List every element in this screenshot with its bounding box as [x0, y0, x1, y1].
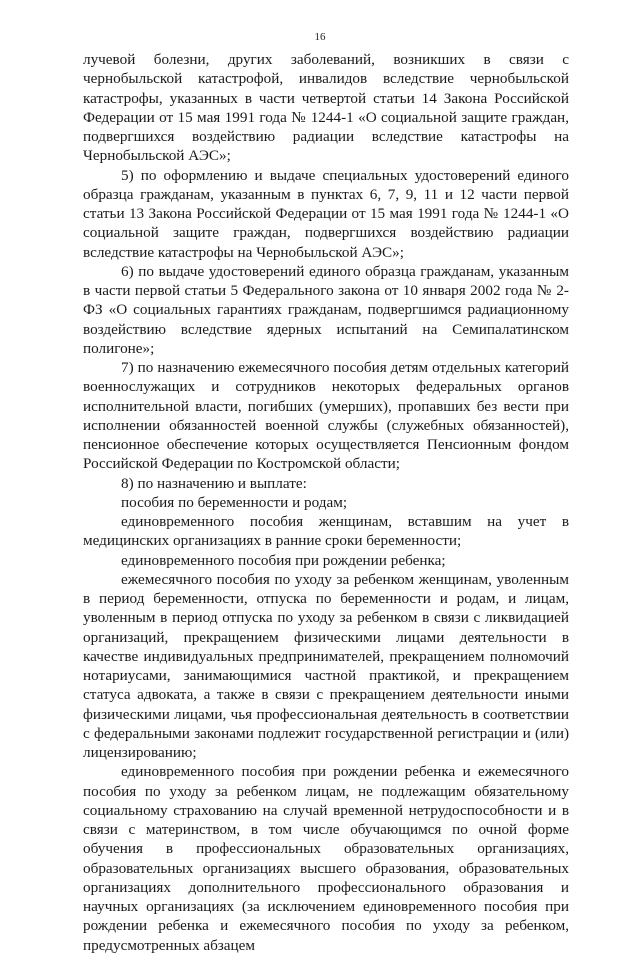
paragraph-birth-benefit: единовременного пособия при рождении ребенка; [121, 551, 446, 569]
paragraph-early-registration-benefit: единовременного пособия женщинам, вставшим на учет в медицинских организациях в ранние сроки беременности; [83, 513, 569, 550]
document-body [83, 50, 569, 955]
paragraph-childcare-uninsured: единовременного пособия при рождении ребенка и ежемесячного пособия по уходу за ребенком лицам, не подлежащим обязательному социальному страхованию на случай временной нетрудоспособности и в связи с материнством, в том числе обучающимся по очной форме обучения в профессиональных образовательных организациях, образовательных организациях высшего образования, образовательных организациях дополнительного профессионального образования и научных организациях (за исключением единовременного пособия при рождении ребенка и ежемесячного пособия по уходу за ребенком, предусмотренных абзацем [83, 763, 569, 954]
paragraph-maternity-benefit: пособия по беременности и родам; [121, 493, 348, 511]
paragraph-item-6: 6) по выдаче удостоверений единого образца гражданам, указанным в части первой статьи 5 Федерального закона от 10 января 2002 года № 2-ФЗ «О социальных гарантиях гражданам, подвергшимся радиационному воздействию вследствие ядерных испытаний на Семипалатинском полигоне»; [83, 262, 569, 357]
page-number: 16 [314, 31, 326, 43]
paragraph-item-8: 8) по назначению и выплате: [121, 474, 307, 492]
paragraph-childcare-dismissed: ежемесячного пособия по уходу за ребенком женщинам, уволенным в период беременности, отпуска по беременности и родам, и лицам, уволенным в период отпуска по уходу за ребенком в связи с ликвидацией организаций, прекращением физическими лицами деятельности в качестве индивидуальных предпринимателей, прекращением полномочий нотариусами, занимающимися частной практикой, и прекращением статуса адвоката, а также в связи с прекращением деятельности иными физическими лицами, чья профессиональная деятельность в соответствии с федеральными законами подлежит государственной регистрации и (или) лицензированию; [83, 570, 569, 761]
paragraph-item-5: 5) по оформлению и выдаче специальных удостоверений единого образца гражданам, указанным в пунктах 6, 7, 9, 11 и 12 части первой статьи 13 Закона Российской Федерации от 15 мая 1991 года № 1244-1 «О социальной защите граждан, подвергшихся воздействию радиации вследствие катастрофы на Чернобыльской АЭС»; [83, 166, 569, 261]
paragraph-continuation: лучевой болезни, других заболеваний, возникших в связи с чернобыльской катастрофой, инвалидов вследствие чернобыльской катастрофы, указанных в части четвертой статьи 14 Закона Российской Федерации от 15 мая 1991 года № 1244-1 «О социальной защите граждан, подвергшихся воздействию радиации вследствие катастрофы на Чернобыльской АЭС»; [83, 51, 569, 165]
paragraph-item-7: 7) по назначению ежемесячного пособия детям отдельных категорий военнослужащих и сотрудников некоторых федеральных органов исполнительной власти, погибших (умерших), пропавших без вести при исполнении обязанностей военной службы (служебных обязанностей), пенсионное обеспечение которых осуществляется Пенсионным фондом Российской Федерации по Костромской области; [83, 359, 569, 473]
